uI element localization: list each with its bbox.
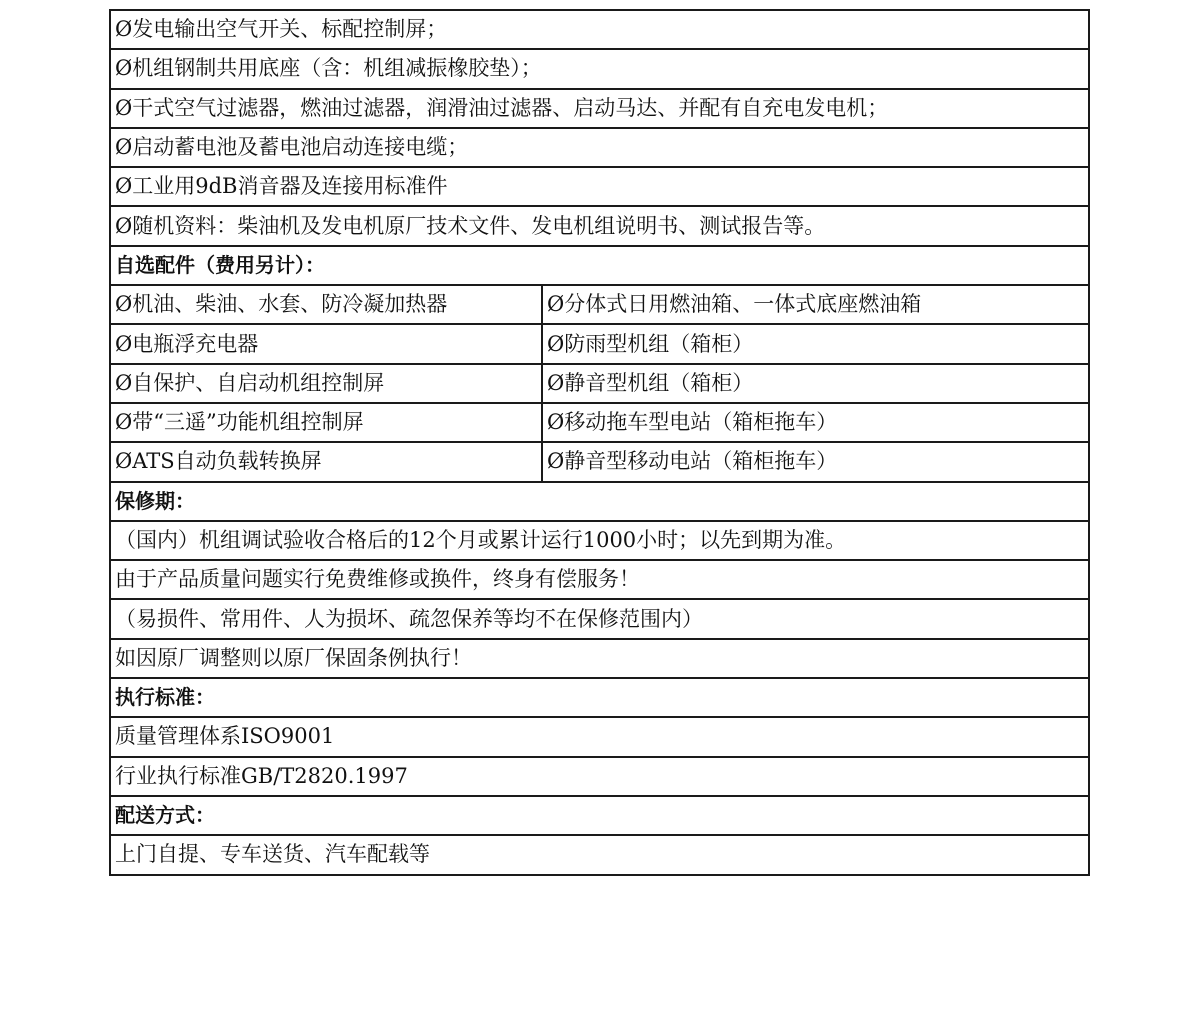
table-row xyxy=(110,403,1089,442)
table-row xyxy=(110,89,1089,128)
table-row xyxy=(110,246,1089,285)
table-row xyxy=(110,285,1089,324)
table-row xyxy=(110,796,1089,835)
table-row xyxy=(110,482,1089,521)
standard-item: Ø干式空气过滤器，燃油过滤器，润滑油过滤器、启动马达、并配有自充电发电机； xyxy=(110,89,1089,128)
optional-item-right: Ø移动拖车型电站（箱柜拖车） xyxy=(542,403,1089,442)
table-row xyxy=(110,442,1089,481)
table-row xyxy=(110,128,1089,167)
table-row xyxy=(110,560,1089,599)
optional-item-right: Ø静音型移动电站（箱柜拖车） xyxy=(542,442,1089,481)
optional-item-right: Ø分体式日用燃油箱、一体式底座燃油箱 xyxy=(542,285,1089,324)
table-row xyxy=(110,757,1089,796)
table-row xyxy=(110,717,1089,756)
table-row xyxy=(110,49,1089,88)
optional-item-left: Ø机油、柴油、水套、防冷凝加热器 xyxy=(110,285,542,324)
optional-item-left: Ø带“三遥”功能机组控制屏 xyxy=(110,403,542,442)
table-row xyxy=(110,206,1089,245)
standards-header: 执行标准： xyxy=(110,678,1089,717)
table-row xyxy=(110,521,1089,560)
optional-item-left: Ø电瓶浮充电器 xyxy=(110,324,542,363)
optional-item-right: Ø防雨型机组（箱柜） xyxy=(542,324,1089,363)
optional-item-left: Ø自保护、自启动机组控制屏 xyxy=(110,364,542,403)
standards-item: 质量管理体系ISO9001 xyxy=(110,717,1089,756)
table-row xyxy=(110,599,1089,638)
standard-item: Ø随机资料：柴油机及发电机原厂技术文件、发电机组说明书、测试报告等。 xyxy=(110,206,1089,245)
optional-header: 自选配件（费用另计）： xyxy=(110,246,1089,285)
table-row xyxy=(110,678,1089,717)
delivery-item: 上门自提、专车送货、汽车配载等 xyxy=(110,835,1089,874)
table-row xyxy=(110,835,1089,874)
warranty-item: 由于产品质量问题实行免费维修或换件，终身有偿服务！ xyxy=(110,560,1089,599)
optional-item-right: Ø静音型机组（箱柜） xyxy=(542,364,1089,403)
table-row xyxy=(110,324,1089,363)
spec-table xyxy=(109,9,1090,876)
table-row xyxy=(110,364,1089,403)
table-row xyxy=(110,167,1089,206)
delivery-header: 配送方式： xyxy=(110,796,1089,835)
standard-item: Ø机组钢制共用底座（含：机组减振橡胶垫）； xyxy=(110,49,1089,88)
standard-item: Ø启动蓄电池及蓄电池启动连接电缆； xyxy=(110,128,1089,167)
standards-item: 行业执行标准GB/T2820.1997 xyxy=(110,757,1089,796)
warranty-header: 保修期： xyxy=(110,482,1089,521)
optional-item-left: ØATS自动负载转换屏 xyxy=(110,442,542,481)
table-row xyxy=(110,10,1089,49)
warranty-item: （国内）机组调试验收合格后的12个月或累计运行1000小时；以先到期为准。 xyxy=(110,521,1089,560)
warranty-item: （易损件、常用件、人为损坏、疏忽保养等均不在保修范围内） xyxy=(110,599,1089,638)
standard-item: Ø工业用9dB消音器及连接用标准件 xyxy=(110,167,1089,206)
warranty-item: 如因原厂调整则以原厂保固条例执行！ xyxy=(110,639,1089,678)
standard-item: Ø发电输出空气开关、标配控制屏； xyxy=(110,10,1089,49)
table-row xyxy=(110,639,1089,678)
